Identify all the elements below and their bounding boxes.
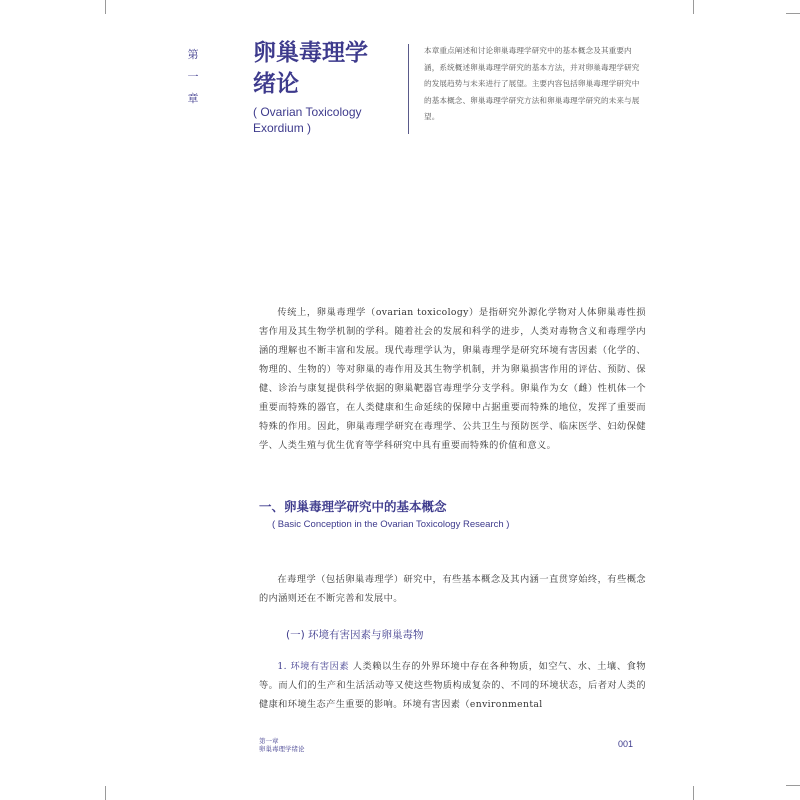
footer-chapter [259,737,305,753]
subsection-paragraph-text: 人类赖以生存的外界环境中存在各种物质，如空气、水、土壤、食物等。而人们的生产和生活活动等又使这些物质构成复杂的、不同的环境状态，后者对人类的健康和环境生态产生重要的影响。环境有害因素（environmental [259,661,646,710]
crop-mark-top-left [105,0,106,14]
subsection-paragraph [259,657,646,714]
intro-text: 传统上，卵巢毒理学（ovarian toxicology）是指研究外源化学物对人体卵巢毒性损害作用及其生物学机制的学科。随着社会的发展和科学的进步，人类对毒物含义和毒理学内涵的理解也不断丰富和发展。现代毒理学认为，卵巢毒理学是研究环境有害因素（化学的、物理的、生物的）等对卵巢的毒作用及其生物学机制，并为卵巢损害作用的评估、预防、保健、诊治与康复提供科学依据的卵巢靶器官毒理学分支学科。卵巢作为女（雌）性机体一个重要而特殊的器官，在人类健康和生命延续的保障中占据重要而特殊的地位，发挥了重要而特殊的作用。因此，卵巢毒理学研究在毒理学、公共卫生与预防医学、临床医学、妇幼保健学、人类生殖与优生优育等学科研究中具有重要而特殊的价值和意义。 [259,307,646,451]
crop-mark-right-top [786,13,800,14]
page-number: 001 [618,739,634,749]
section-heading-english: ( Basic Conception in the Ovarian Toxicology Research ) [272,519,510,530]
abstract-divider [408,44,409,134]
crop-mark-right-bottom [786,785,800,786]
crop-mark-bottom-right [693,786,694,800]
chapter-number-vertical: 第一章 [187,48,199,105]
crop-mark-top-right [693,0,694,14]
section-paragraph-text: 在毒理学（包括卵巢毒理学）研究中，有些基本概念及其内涵一直贯穿始终，有些概念的内涵则还在不断完善和发展中。 [259,574,646,604]
footer-chapter-title: 卵巢毒理学绪论 [259,745,305,753]
intro-paragraph [259,303,646,455]
chapter-abstract: 本章重点阐述和讨论卵巢毒理学研究中的基本概念及其重要内涵，系统概述卵巢毒理学研究的基本方法，并对卵巢毒理学研究的发展趋势与未来进行了展望。主要内容包括卵巢毒理学研究中的基本概念、卵巢毒理学研究方法和卵巢毒理学研究的未来与展望。 [424,46,640,122]
crop-mark-bottom-left [105,786,106,800]
subsection-lead: 1. 环境有害因素 [277,661,350,672]
subsection-heading: (一) 环境有害因素与卵巢毒物 [286,629,424,641]
section-heading: 一、卵巢毒理学研究中的基本概念 [259,499,447,514]
chapter-title-english: ( Ovarian Toxicology Exordium ) [253,105,362,135]
footer-chapter-number: 第一章 [259,737,279,745]
section-paragraph [259,570,646,608]
chapter-title: 卵巢毒理学绪论 [253,40,368,97]
